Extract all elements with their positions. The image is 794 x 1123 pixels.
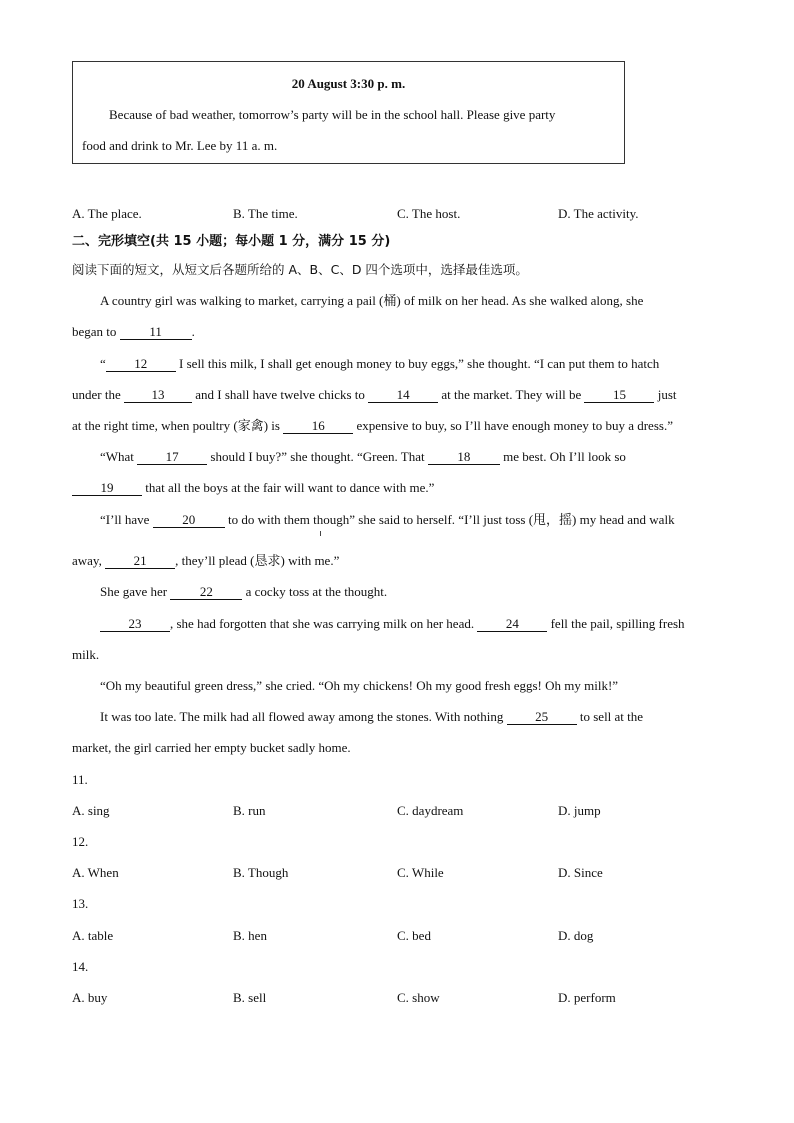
passage-text: just <box>654 387 677 402</box>
passage-text: fell the pail, spilling fresh <box>547 616 685 631</box>
option-b[interactable]: B. Though <box>233 865 289 880</box>
passage-line <box>72 387 677 403</box>
option-b[interactable]: B. The time. <box>233 206 298 221</box>
blank-16[interactable]: 16 <box>283 419 353 434</box>
passage-text: , she had forgotten that she was carrying milk on her head. <box>170 616 478 631</box>
section-instruction: 阅读下面的短文，从短文后各题所给的 A、B、C、D 四个选项中，选择最佳选项。 <box>72 262 528 277</box>
blank-13[interactable]: 13 <box>124 388 192 403</box>
blank-14[interactable]: 14 <box>368 388 438 403</box>
passage-text: “ <box>100 356 106 371</box>
passage-text: me best. Oh I’ll look so <box>499 449 626 464</box>
passage-text: and I shall have twelve chicks to <box>191 387 369 402</box>
blank-21[interactable]: 21 <box>105 554 175 569</box>
passage-text: that all the boys at the fair will want to dance with me.” <box>142 480 435 495</box>
blank-20[interactable]: 20 <box>153 513 225 528</box>
passage-text: to sell at the <box>576 709 644 724</box>
passage-line <box>100 449 626 465</box>
question-number: 13. <box>72 896 89 911</box>
passage-line: milk. <box>72 647 100 662</box>
passage-text: expensive to buy, so I’ll have enough money to buy a dress.” <box>353 418 673 433</box>
passage-text: , they’ll plead (恳求) with me.” <box>175 553 340 568</box>
passage-text: at the right time, when poultry (家禽) is <box>72 418 284 433</box>
option-c[interactable]: C. bed <box>397 928 431 943</box>
option-c[interactable]: C. While <box>397 865 444 880</box>
option-a[interactable]: A. buy <box>72 990 108 1005</box>
option-d[interactable]: D. jump <box>558 803 601 818</box>
passage-line <box>100 584 387 600</box>
option-c[interactable]: C. The host. <box>397 206 461 221</box>
option-b[interactable]: B. sell <box>233 990 267 1005</box>
passage-text: at the market. They will be <box>438 387 585 402</box>
question-number: 12. <box>72 834 89 849</box>
passage-line <box>72 553 339 569</box>
blank-23[interactable]: 23 <box>100 617 170 632</box>
passage-line <box>72 418 673 434</box>
option-d[interactable]: D. Since <box>558 865 603 880</box>
notice-box <box>72 61 625 164</box>
blank-24[interactable]: 24 <box>477 617 547 632</box>
option-c[interactable]: C. show <box>397 990 440 1005</box>
notice-line-2: food and drink to Mr. Lee by 11 a. m. <box>82 138 278 153</box>
passage-text: “I’ll have <box>100 512 153 527</box>
option-a[interactable]: A. The place. <box>72 206 142 221</box>
passage-line <box>72 324 195 340</box>
passage-text: a cocky toss at the thought. <box>242 584 388 599</box>
notice-title: 20 August 3:30 p. m. <box>291 76 406 91</box>
option-c[interactable]: C. daydream <box>397 803 464 818</box>
passage-text: She gave her <box>100 584 171 599</box>
passage-text: began to <box>72 324 120 339</box>
option-d[interactable]: D. The activity. <box>558 206 639 221</box>
passage-line <box>100 616 685 632</box>
passage-text: to do with them though” she said to herself. “I’ll just toss (甩，摇) my head and walk <box>224 512 675 527</box>
passage-text: away, <box>72 553 106 568</box>
passage-line <box>100 356 659 372</box>
question-number: 11. <box>72 772 88 787</box>
option-d[interactable]: D. dog <box>558 928 594 943</box>
passage-line: “Oh my beautiful green dress,” she cried. “Oh my chickens! Oh my good fresh eggs! Oh my milk!” <box>100 678 619 693</box>
option-a[interactable]: A. sing <box>72 803 110 818</box>
option-b[interactable]: B. run <box>233 803 266 818</box>
passage-line <box>72 480 434 496</box>
passage-line: A country girl was walking to market, carrying a pail (桶) of milk on her head. As she walked along, she <box>100 293 644 308</box>
option-a[interactable]: A. When <box>72 865 119 880</box>
passage-text: It was too late. The milk had all flowed away among the stones. With nothing <box>100 709 507 724</box>
notice-line-1: Because of bad weather, tomorrow’s party will be in the school hall. Please give party <box>109 107 556 122</box>
passage-text: “What <box>100 449 138 464</box>
blank-25[interactable]: 25 <box>507 710 577 725</box>
option-a[interactable]: A. table <box>72 928 114 943</box>
option-d[interactable]: D. perform <box>558 990 616 1005</box>
blank-12[interactable]: 12 <box>106 357 176 372</box>
passage-text: under the <box>72 387 124 402</box>
blank-11[interactable]: 11 <box>120 325 192 340</box>
stray-mark <box>320 531 321 536</box>
option-b[interactable]: B. hen <box>233 928 267 943</box>
passage-text: I sell this milk, I shall get enough money to buy eggs,” she thought. “I can put them to hatch <box>175 356 660 371</box>
blank-22[interactable]: 22 <box>170 585 242 600</box>
passage-line <box>100 709 643 725</box>
question-number: 14. <box>72 959 89 974</box>
passage-line: market, the girl carried her empty bucket sadly home. <box>72 740 351 755</box>
passage-line <box>100 512 675 528</box>
blank-17[interactable]: 17 <box>137 450 207 465</box>
blank-19[interactable]: 19 <box>72 481 142 496</box>
section-heading: 二、完形填空(共 15 小题；每小题 1 分，满分 15 分) <box>72 234 391 249</box>
blank-15[interactable]: 15 <box>584 388 654 403</box>
passage-text: should I buy?” she thought. “Green. That <box>207 449 428 464</box>
passage-text: . <box>191 324 195 339</box>
blank-18[interactable]: 18 <box>428 450 500 465</box>
